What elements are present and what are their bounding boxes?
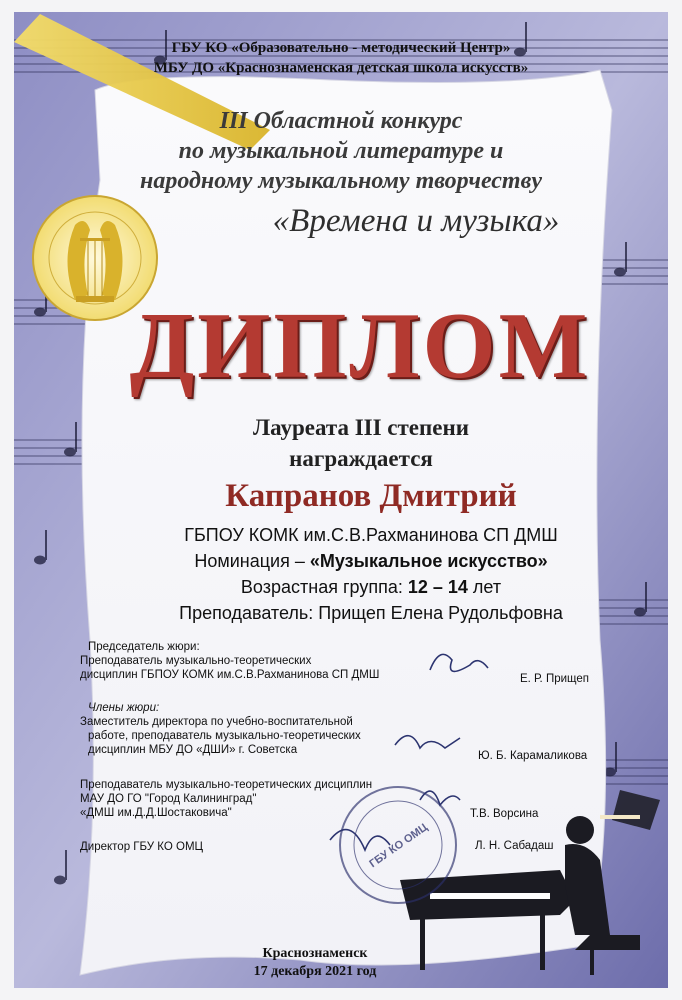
jury-member2-line-2: МАУ ДО ГО "Город Калининград": [80, 793, 257, 805]
jury-chair-line-2: дисциплин ГБПОУ КОМК им.С.В.Рахманинова СП ДМШ: [80, 669, 380, 681]
contest-title-line-2: по музыкальной литературе и: [178, 138, 504, 164]
jury-member2-line-3: «ДМШ им.Д.Д.Шостаковича": [80, 807, 232, 819]
seal-label: [340, 787, 456, 903]
jury-members-label: Члены жюри:: [88, 702, 160, 714]
footer-city: Краснознаменск: [262, 946, 368, 961]
teacher: Преподаватель: Прищеп Елена Рудольфовна: [179, 603, 563, 623]
age-group-label: Возрастная группа:: [240, 577, 408, 597]
nomination-value: «Музыкальное искусство»: [309, 551, 548, 571]
contest-title-line-3: народному музыкальному творчеству: [140, 168, 542, 194]
awarded-label: награждается: [289, 446, 433, 471]
jury-member1-line-1: Заместитель директора по учебно-воспитательной: [80, 716, 353, 728]
footer-date: 17 декабря 2021 год: [253, 964, 377, 979]
contest-title-line-1: III Областной конкурс: [219, 108, 463, 134]
jury-member1-line-3: дисциплин МБУ ДО «ДШИ» г. Советска: [88, 744, 298, 756]
contest-name: «Времена и музыка»: [272, 203, 560, 239]
laureate-degree: Лауреата III степени: [253, 415, 469, 440]
winner-school: ГБПОУ КОМК им.С.В.Рахманинова СП ДМШ: [184, 525, 558, 545]
diploma-title: ДИПЛОМ: [129, 294, 591, 398]
director-name: Л. Н. Сабадаш: [475, 840, 554, 852]
jury-member1-name: Ю. Б. Карамаликова: [478, 750, 588, 762]
nomination-label: Номинация –: [194, 551, 310, 571]
age-group: [30, 577, 682, 598]
age-group-value: 12 – 14: [407, 577, 468, 597]
winner-name: Капранов Дмитрий: [225, 478, 517, 514]
jury-chair-label: Председатель жюри:: [88, 641, 200, 653]
age-group-suffix: лет: [467, 577, 502, 597]
svg-text:ГБУ КО ОМЦ: ГБУ КО ОМЦ: [367, 821, 430, 871]
jury-member2-line-1: Преподаватель музыкально-теоретических дисциплин: [80, 779, 373, 791]
organizer-line-2: МБУ ДО «Краснознаменская детская школа искусств»: [153, 60, 529, 76]
nomination: [30, 551, 682, 572]
director-label: Директор ГБУ КО ОМЦ: [80, 841, 204, 853]
organizer-line-1: ГБУ КО «Образовательно - методический Центр»: [171, 40, 511, 56]
jury-member2-name: Т.В. Ворсина: [470, 808, 539, 820]
jury-member1-line-2: работе, преподаватель музыкально-теоретических: [88, 730, 361, 742]
jury-chair-line-1: Преподаватель музыкально-теоретических: [80, 655, 312, 667]
jury-chair-name: Е. Р. Прищеп: [520, 673, 589, 685]
